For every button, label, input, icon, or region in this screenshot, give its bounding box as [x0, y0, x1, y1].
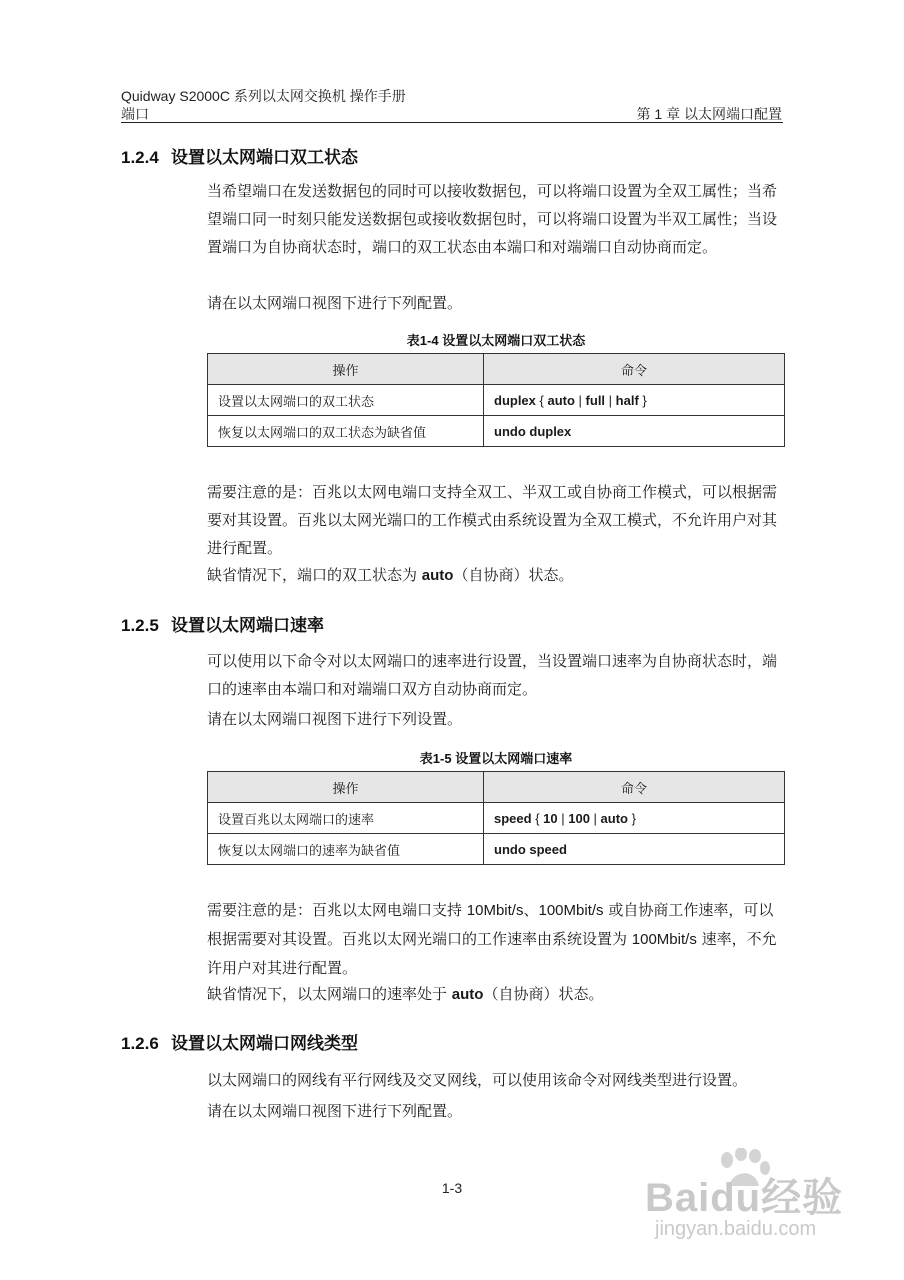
command-option: auto — [547, 392, 575, 408]
column-header-operation: 操作 — [208, 772, 484, 803]
paragraph — [207, 896, 785, 982]
paragraph: 需要注意的是：百兆以太网电端口支持全双工、半双工或自协商工作模式，可以根据需要对其设置。百兆以太网光端口的工作模式由系统设置为全双工模式，不允许用户对其进行配置。 — [207, 483, 778, 557]
table-row — [208, 834, 785, 865]
section-heading-1-2-5 — [121, 611, 324, 636]
section-heading-1-2-6 — [121, 1029, 358, 1054]
table-row — [208, 803, 785, 834]
command-syntax: } — [638, 392, 647, 408]
column-header-operation: 操作 — [208, 354, 484, 385]
operation-cell: 设置百兆以太网端口的速率 — [208, 803, 484, 834]
text: 、 — [523, 901, 539, 919]
keyword: auto — [421, 567, 454, 584]
column-header-command: 命令 — [484, 354, 785, 385]
baidu-watermark — [645, 1148, 855, 1244]
text: （自协商）状态。 — [453, 566, 574, 584]
section-number: 1.2.4 — [121, 148, 159, 167]
command-keyword: undo speed — [494, 841, 567, 857]
watermark-brand: Baidu经验 — [645, 1176, 844, 1220]
command-keyword: duplex — [494, 392, 536, 408]
command-syntax: { — [531, 810, 544, 826]
command-keyword: undo duplex — [494, 423, 572, 439]
command-cell — [484, 385, 785, 416]
keyword: auto — [451, 986, 484, 1003]
command-keyword: speed — [494, 810, 532, 826]
text: 100Mbit/s — [538, 902, 604, 919]
paragraph — [207, 980, 785, 1009]
section-heading-1-2-4 — [121, 143, 358, 168]
header-rule — [121, 122, 783, 123]
command-table-duplex — [207, 353, 785, 447]
watermark-url: jingyan.baidu.com — [655, 1218, 817, 1240]
paragraph: 以太网端口的网线有平行网线及交叉网线，可以使用该命令对网线类型进行设置。 — [207, 1071, 748, 1089]
table-header-row — [208, 354, 785, 385]
header-chapter: 第 1 章 以太网端口配置 — [636, 106, 782, 122]
paragraph: 可以使用以下命令对以太网端口的速率进行设置，当设置端口速率为自协商状态时，端口的速率由本端口和对端端口双方自动协商而定。 — [207, 652, 778, 698]
paragraph: 请在以太网端口视图下进行下列配置。 — [207, 294, 463, 312]
command-cell — [484, 416, 785, 447]
operation-cell: 设置以太网端口的双工状态 — [208, 385, 484, 416]
text: （自协商）状态。 — [483, 985, 604, 1003]
text: 缺省情况下，端口的双工状态为 — [207, 566, 422, 584]
table-header-row — [208, 772, 785, 803]
text: 需要注意的是：百兆以太网电端口支持 — [207, 901, 467, 919]
command-option: 100 — [568, 810, 590, 826]
command-option: half — [615, 392, 639, 408]
section-number: 1.2.5 — [121, 616, 159, 635]
page-number: 1-3 — [441, 1180, 463, 1196]
text: 或自协商工作速率，可以根据需要对其设置。百兆以太网光端口的工作速率由系统设置为 — [207, 901, 774, 948]
operation-cell: 恢复以太网端口的双工状态为缺省值 — [208, 416, 484, 447]
table-row — [208, 416, 785, 447]
paragraph: 当希望端口在发送数据包的同时可以接收数据包，可以将端口设置为全双工属性；当希望端口同一时刻只能发送数据包或接收数据包时，可以将端口设置为半双工属性；当设置端口为自协商状态时，端口的双工状态由本端口和对端端口自动协商而定。 — [207, 182, 778, 256]
table-caption: 表1-4 设置以太网端口双工状态 — [406, 333, 586, 348]
operation-cell: 恢复以太网端口的速率为缺省值 — [208, 834, 484, 865]
header-section: 端口 — [121, 106, 149, 122]
column-header-command: 命令 — [484, 772, 785, 803]
command-syntax: | — [589, 810, 601, 826]
command-syntax: | — [605, 392, 616, 408]
command-syntax: | — [574, 392, 586, 408]
paragraph — [207, 561, 785, 590]
header-title: Quidway S2000C 系列以太网交换机 操作手册 — [121, 88, 406, 104]
text: 10Mbit/s — [466, 902, 524, 919]
command-cell — [484, 803, 785, 834]
command-syntax: } — [628, 810, 636, 826]
table-row — [208, 385, 785, 416]
command-option: 10 — [543, 810, 558, 826]
text: 100Mbit/s — [631, 931, 697, 948]
table-caption: 表1-5 设置以太网端口速率 — [419, 751, 573, 766]
paragraph: 请在以太网端口视图下进行下列设置。 — [207, 710, 463, 728]
command-option: full — [585, 392, 606, 408]
command-table-speed — [207, 771, 785, 865]
section-title: 设置以太网端口双工状态 — [171, 148, 358, 167]
section-number: 1.2.6 — [121, 1034, 159, 1053]
paragraph: 请在以太网端口视图下进行下列配置。 — [207, 1102, 463, 1120]
text: 缺省情况下，以太网端口的速率处于 — [207, 985, 452, 1003]
section-title: 设置以太网端口网线类型 — [171, 1034, 358, 1053]
command-syntax: | — [557, 810, 569, 826]
command-option: auto — [600, 810, 628, 826]
command-syntax: { — [535, 392, 548, 408]
command-cell — [484, 834, 785, 865]
section-title: 设置以太网端口速率 — [171, 616, 324, 635]
text: 速率，不允许用户对其进行配置。 — [207, 930, 777, 977]
